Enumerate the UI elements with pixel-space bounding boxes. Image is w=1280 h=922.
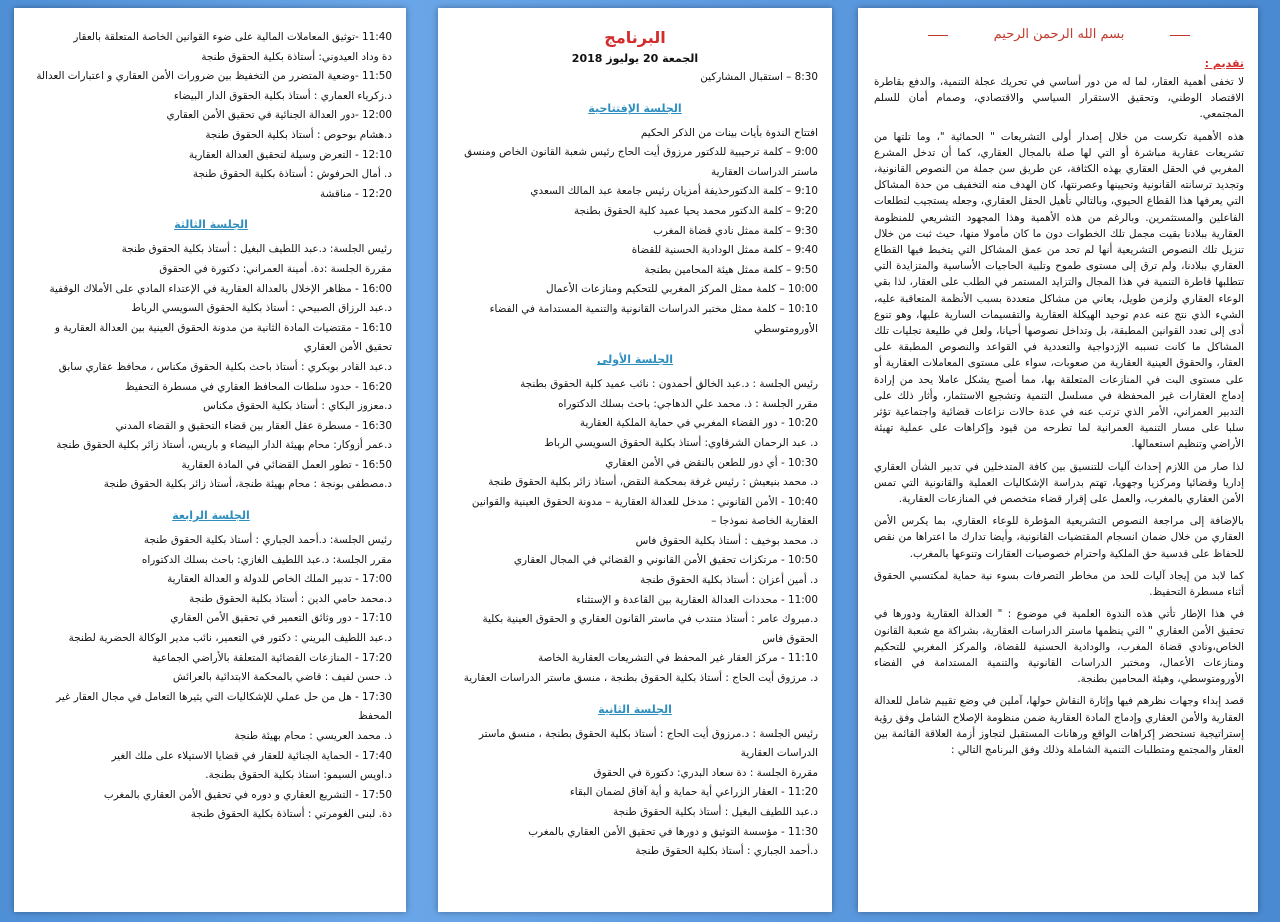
program-title: البرنامج [604, 28, 666, 47]
intro-title: تقديم : [1204, 57, 1244, 70]
basmala-ornament-left [928, 35, 948, 36]
program-line: 9:20 – كلمة الدكتور محمد يحيا عميد كلية الحقوق بطنجة [573, 204, 818, 217]
program-line: د.عبد القادر بوبكري : أستاذ باحث بكلية الحقوق مكناس ، محافظ عقاري سابق [58, 360, 392, 373]
program-line: 12:20 - مناقشة [320, 187, 392, 200]
program-line: افتتاح الندوة بأيات بينات من الذكر الحكيم [640, 126, 818, 139]
intro-panel [858, 8, 1258, 912]
program-line: 17:40 - الحماية الجنائية للعقار في قضايا الاستيلاء على ملك الغير [111, 749, 392, 762]
session-2-continued-list [30, 28, 392, 204]
basmala-header [954, 22, 1164, 48]
program-line: د.عمر أزوكار: محام بهيئة الدار البيضاء و باريس، أستاذ زائر بكلية الحقوق طنجة [56, 439, 392, 452]
program-line: 10:20 - دور القضاء المغربي في حماية الملكية العقارية [579, 417, 818, 430]
program-line: د.محمد حامي الدين : أستاذ بكلية الحقوق طنجة [189, 592, 392, 605]
intro-paragraph-7: قصد إبداء وجهات نظرهم فيها وإثارة النقاش حولها، آملين في وضع تقييم شامل للعدالة العقارية والأمن العقاري وإدماج المادة العقارية ضمن منظومة الإصلاح الشامل وفق رؤية إستراتيجية تستحضر إكراهات الواقع ورهانات المستقبل لتجاوز أزمة العلاقة القائمة بين العقار والمجتمع ومتطلبات التنمية الشاملة وذلك وفق البرنامج التالي : [874, 695, 1244, 756]
program-line: 11:40 -توثيق المعاملات المالية على ضوء القوانين الخاصة المتعلقة بالعقار [73, 31, 392, 43]
program-line: د. أمين أعزان : أستاذ بكلية الحقوق طنجة [640, 574, 818, 587]
session-3-title: الجلسة الثالثة [174, 218, 248, 232]
program-line: د. أمال الحرفوش : أستاذة بكلية الحقوق طنجة [192, 168, 392, 181]
program-line: رئيس الجلسة : د.عبد الخالق أحمدون : نائب عميد كلية الحقوق بطنجة [520, 378, 818, 391]
intro-paragraph-3: لذا صار من اللازم إحداث آليات للتنسيق بين كافة المتدخلين في تدبير الشأن العقاري إداريا وقضائيا ومركزيا وجهويا، تهتم بدراسة الإشكاليات العملية والقانونية التي تمس الأمن العقاري بالمغرب، والعمل على إقرار قضاء متخصص في المنازعات العقارية. [874, 460, 1244, 506]
program-line: 9:00 – كلمة ترحيبية للدكتور مرزوق أيت الحاج رئيس شعبة القانون الخاص ومنسق ماستر الدراسات العقارية [464, 146, 818, 178]
opening-session-list [452, 124, 818, 340]
program-line: 16:20 - حدود سلطات المحافظ العقاري في مسطرة التحفيظ [125, 380, 392, 393]
session-4-title: الجلسة الرابعة [172, 509, 250, 523]
program-line: 10:00 – كلمة ممثل المركز المغربي للتحكيم ومنازعات الأعمال [546, 283, 818, 296]
program-line: 11:30 - مؤسسة التوثيق و دورها في تحقيق الأمن العقاري بالمغرب [528, 825, 818, 838]
program-line: د.زكرياء العماري : أستاذ بكلية الحقوق الدار البيضاء [173, 89, 392, 102]
program-line: د.مبروك عامر : أستاذ منتدب في ماستر القانون العقاري و الحقوق العينية بكلية الحقوق فاس [482, 613, 818, 645]
program-line: مقررة الجلسة :دة. أمينة العمراني: دكتورة في الحقوق [159, 262, 392, 275]
intro-paragraph-6: في هذا الإطار تأتي هذه الندوة العلمية في موضوع : " العدالة العقارية ودورها في تحقيق الأمن العقاري " التي ينظمها ماستر الدراسات العقارية، بشراكة مع شعبة القانون الخاص،ونادي قضاة المغرب، والودادية الحسنية للقضاة، والمركز المغربي للتحكيم ومنازعات الأعمال، ومختبر الدراسات القانونية والتنمية المستدامة في الفضاء الأورومتوسطي، وهيئة المحامين بطنجة. [874, 608, 1244, 686]
session-2-title: الجلسة الثانية [598, 702, 672, 716]
program-date: الجمعة 20 يوليوز 2018 [571, 52, 699, 65]
program-line: 11:10 - مركز العقار غير المحفظ في التشريعات العقارية الخاصة [537, 652, 818, 665]
program-line: د.هشام بوحوص : أستاذ بكلية الحقوق طنجة [205, 128, 392, 141]
intro-paragraph-5: كما لابد من إيجاد آليات للحد من مخاطر التصرفات بسوء نية حماية لمكتسبي الحقوق أثناء مسطرة التحفيظ. [874, 569, 1244, 599]
program-line: 10:40 - الأمن القانوني : مدخل للعدالة العقارية – مدونة الحقوق العينية والقوانين العقارية الخاصة نموذجا – [471, 495, 818, 528]
program-line: ذ. محمد العريسي : محام بهيئة طنجة [234, 730, 392, 742]
basmala: بسم الله الرحمن الرحيم [993, 27, 1125, 42]
program-line: 17:30 - هل من حل عملي للإشكاليات التي يثيرها التعامل في مجال العقار غير المحفظ [56, 690, 392, 723]
program-continued-panel [14, 8, 406, 912]
program-line: 10:50 - مرتكزات تحقيق الأمن القانوني و القضائي في المجال العقاري [513, 554, 818, 567]
program-panel [438, 8, 832, 912]
program-line: د.مصطفى بونجة : محام بهيئة طنجة، أستاذ زائر بكلية الحقوق طنجة [103, 478, 392, 491]
program-line: 17:50 - التشريع العقاري و دوره في تحقيق الأمن العقاري بالمغرب [103, 788, 392, 801]
program-line: دة. لبنى الغومرتي : أستاذة بكلية الحقوق طنجة [190, 808, 392, 821]
intro-paragraph-1: لا تخفى أهمية العقار، لما له من دور أساسي في تحريك عجلة التنمية، والدفع بقاطرة الاقتصاد الوطني، وتحقيق الاستقرار السياسي والاقتصادي، وصمام أمان للسلم المجتمعي. [874, 76, 1244, 121]
program-line: 17:20 - المنازعات القضائية المتعلقة بالأراضي الجماعية [152, 651, 392, 664]
program-line: د.عبد الرزاق الصبيحي : أستاذ بكلية الحقوق السويسي الرباط [131, 302, 392, 315]
program-line: 12:10 - التعرض وسيلة لتحقيق العدالة العقارية [188, 148, 392, 161]
program-line: 9:50 – كلمة ممثل هيئة المحامين بطنجة [644, 263, 818, 276]
program-line: د. عبد الرحمان الشرقاوي: أستاذ بكلية الحقوق السويسي الرباط [544, 436, 818, 449]
program-line: د.عبد اللطيف البغيل : أستاذ بكلية الحقوق طنجة [613, 806, 818, 818]
program-line: د. محمد بوخيف : أستاذ بكلية الحقوق فاس [635, 534, 818, 547]
program-line: 16:50 - تطور العمل القضائي في المادة العقارية [181, 458, 392, 471]
program-line: ذ. حسن لفيف : قاضي بالمحكمة الابتدائية بالعرائش [172, 671, 392, 684]
program-line: 9:30 – كلمة ممثل نادي قضاة المغرب [653, 224, 818, 237]
program-line: مقررة الجلسة : دة سعاد البدري: دكتورة في الحقوق [593, 766, 818, 779]
program-line: 16:10 - مقتضيات المادة الثانية من مدونة الحقوق العينية بين العدالة العقارية و تحقيق الأمن العقاري [54, 321, 392, 354]
program-line: 9:40 – كلمة ممثل الودادية الحسنية للقضاة [631, 244, 818, 257]
intro-paragraph-2: هذه الأهمية تكرست من خلال إصدار أولى التشريعات " الحمائية "، وما تلتها من تشريعات عقارية مباشرة أو التي لها صلة بالمجال العقاري، كما أن تدخل المشرع المغربي في الحقل العقاري بهذه الكثافة، عن طريق سن جملة من النصوص القانونية، وتجديد ترسانته القانونية وتحيينها وعصرنتها، كان الهدف منه التخفيف من حدة المشاكل التي يعرفها هذا القطاع الحيوي، وبالتالي تأهيل الحقل العقاري، وجعله يستجيب لتطلعات الفاعلين والمستثمرين. وبالرغم من هذه الأهمية وهذا المجهود التشريعي للمنظومة العقارية ببلادنا بقيت مجمل تلك الخطوات دون ما كان مأمولا منها، حيث ثبت من خلال تنزيل تلك النصوص التشريعية أنها لم تحد من عمق المشاكل التي يتخبط فيها القطاع العقاري ببلادنا، ولم ترق إلى مستوى طموح وتلبية الحاجيات الأساسية والمتزايدة التي تتطلبها قاطرة التنمية في هذا المجال والتزايد المستمر في الطلب على العقار، لذا بقي الوعاء العقاري ولزمن طويل، يعاني من مشاكل متعددة بسبب الأنظمة المتعاقبة عليه، الشيء الذي نتج عنه عدم توحيد الهيكلة العقارية والتقسيمات السارية عليها، وهو تنوع أدى إلى تعدد القوانين المطبقة، بل وتداخل نصوصها أحيانا، ولعل في طليعة تجليات تلك المشاكل ما كانت تسببه الإزدواجية والتعددية في القواعد والنصوص المطبقة على العقار، والحقوق العينية العقارية من صعوبات، سواء على مستوى المعاملات العقارية أو على مستوى البت في المنازعات المتعلقة بها، مما أصبح يشكل عاملا يحد من إرادة إدماج العقارات غير المحفظة في مسلسل التنمية وتشجيع الاستثمار، وأثار ذلك على التدبير العمراني، الأمر الذي ترتب عنه في عدة حالات نزاعات قضائية واجتماعية تؤثر سلبا على مسار التنمية العمرانية لما تطرحه من قيود وإكراهات على عملية تهيئة الأراضي وتنظيم استعمالها. [874, 130, 1244, 451]
program-line: 17:00 - تدبير الملك الخاص للدولة و العدالة العقارية [167, 573, 392, 586]
program-line: 16:00 - مظاهر الإخلال بالعدالة العقارية في الإعتداء المادي على الأملاك الوقفية [49, 282, 392, 295]
program-line: مقرر الجلسة : ذ. محمد علي الدهاجي: باحث بسلك الدكتوراه [558, 397, 818, 410]
program-line: د.معزوز البكاي : أستاذ بكلية الحقوق مكناس [203, 400, 392, 413]
program-line: 11:50 -وضعية المتضرر من التخفيظ بين ضرورات الأمن العقاري و اعتبارات العدالة [36, 70, 392, 83]
program-line: 10:10 – كلمة ممثل مختبر الدراسات القانونية والتنمية المستدامة في الفضاء الأورومتوسطي [489, 302, 818, 335]
program-line: د. مرزوق أيت الحاج : أستاذ بكلية الحقوق بطنجة ، منسق ماستر الدراسات العقارية [463, 672, 818, 685]
program-line: رئيس الجلسة: د.أحمد الجباري : أستاذ بكلية الحقوق طنجة [143, 534, 392, 547]
session-4-list [30, 531, 392, 825]
program-line: د.أحمد الجباري : أستاذ بكلية الحقوق طنجة [635, 845, 818, 858]
program-line: رئيس الجلسة : د.مرزوق أيت الحاج : أستاذ بكلية الحقوق بطنجة ، منسق ماستر الدراسات العقارية [478, 727, 818, 760]
program-line: 11:00 - محددات العدالة العقارية بين القاعدة و الإستثناء [576, 593, 818, 606]
intro-paragraph-4: بالإضافة إلى مراجعة النصوص التشريعية المؤطرة للوعاء العقاري، بما يكرس الأمن العقاري من خلال ضمان انسجام المقتضيات القانونية، وأيضا تدارك ما اعتراها من نقص للحفاظ على قدسية حق الملكية واحترام خصوصيات العقارات وتنوعها بالمغرب. [874, 515, 1244, 560]
program-line: 12:00 -دور العدالة الجنائية في تحقيق الأمن العقاري [166, 109, 392, 122]
session-3-list [30, 240, 392, 495]
session-2-list [452, 725, 818, 862]
arrival-item: 8:30 – استقبال المشاركين [700, 71, 818, 83]
program-line: دة وداد العيدوني: أستاذة بكلية الحقوق طنجة [201, 50, 392, 63]
program-line: 11:20 - العقار الزراعي أية حماية و أية آفاق لضمان البقاء [569, 786, 818, 799]
program-line: 17:10 - دور وثائق التعمير في تحقيق الأمن العقاري [170, 612, 392, 625]
session-1-list [452, 375, 818, 689]
basmala-ornament-right [1170, 35, 1190, 36]
opening-session-title: الجلسة الإفتتاحية [588, 101, 682, 115]
program-line: رئيس الجلسة: د.عبد اللطيف البغيل : أستاذ بكلية الحقوق طنجة [121, 243, 392, 256]
program-line: 16:30 - مسطرة عقل العقار بين قضاء التحقيق و القضاء المدني [115, 419, 392, 432]
program-line: د. محمد بنيعيش : رئيس غرفة بمحكمة النقض، أستاذ زائر بكلية الحقوق طنجة [488, 476, 818, 489]
program-line: د.عبد اللطيف البريني : دكتور في التعمير، نائب مدير الوكالة الحضرية لطنجة [68, 632, 392, 645]
program-line: د.اويس السيمو: استاذ بكلية الحقوق بطنجة. [205, 769, 392, 782]
program-line: 10:30 - أي دور للطعن بالنقض في الأمن العقاري [605, 456, 818, 469]
program-line: 9:10 – كلمة الدكتورحذيفة أمزيان رئيس جامعة عبد المالك السعدي [530, 185, 818, 198]
program-line: مقرر الجلسة: د.عبد اللطيف الغازي: باحث بسلك الدكتوراه [141, 553, 392, 566]
session-1-title: الجلسة الأولى [596, 353, 674, 367]
